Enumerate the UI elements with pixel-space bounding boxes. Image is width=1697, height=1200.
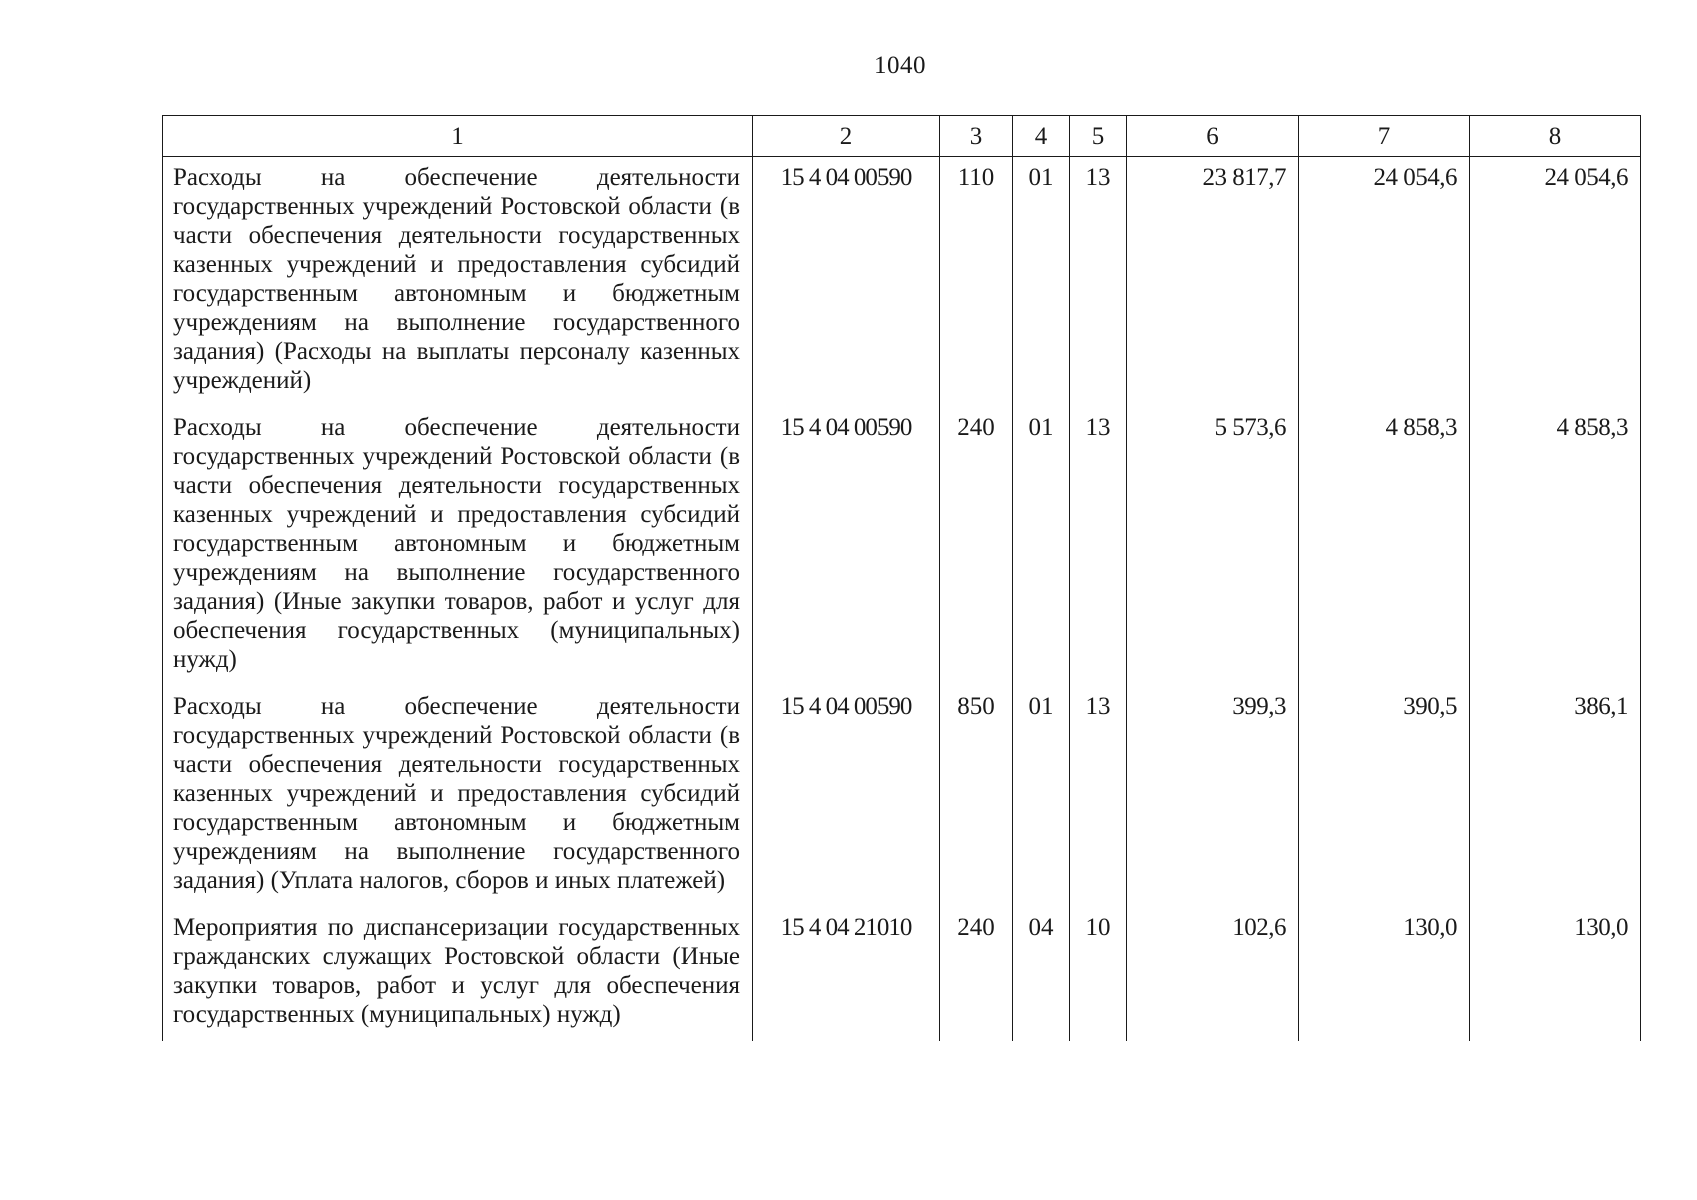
table-row bbox=[163, 157, 1641, 408]
target-item-code: 15 4 04 00590 bbox=[753, 157, 940, 408]
column-header-3: 3 bbox=[940, 116, 1013, 157]
column-header-8: 8 bbox=[1470, 116, 1641, 157]
column-header-4: 4 bbox=[1013, 116, 1070, 157]
page-number: 1040 bbox=[874, 52, 926, 79]
expense-description: Расходы на обеспечение деятельности государственных учреждений Ростовской области (в части обеспечения деятельности государственных казенных учреждений и предоставления субсидий государственным автономным и бюджетным учреждениям на выполнение государственного задания) (Уплата налогов, сборов и иных платежей) bbox=[163, 686, 753, 907]
target-item-code: 15 4 04 21010 bbox=[753, 907, 940, 1041]
expense-description: Расходы на обеспечение деятельности государственных учреждений Ростовской области (в части обеспечения деятельности государственных казенных учреждений и предоставления субсидий государственным автономным и бюджетным учреждениям на выполнение государственного задания) (Расходы на выплаты персоналу казенных учреждений) bbox=[163, 157, 753, 408]
table-row bbox=[163, 907, 1641, 1041]
expense-type-code: 240 bbox=[940, 907, 1013, 1041]
expense-type-code: 240 bbox=[940, 407, 1013, 686]
column-header-6: 6 bbox=[1127, 116, 1299, 157]
subsection-code: 13 bbox=[1070, 157, 1127, 408]
amount-column-8: 4 858,3 bbox=[1470, 407, 1641, 686]
amount-column-7: 130,0 bbox=[1299, 907, 1470, 1041]
amount-column-8: 24 054,6 bbox=[1470, 157, 1641, 408]
column-header-5: 5 bbox=[1070, 116, 1127, 157]
amount-column-6: 399,3 bbox=[1127, 686, 1299, 907]
table-header-row bbox=[163, 116, 1641, 157]
subsection-code: 10 bbox=[1070, 907, 1127, 1041]
target-item-code: 15 4 04 00590 bbox=[753, 686, 940, 907]
section-code: 01 bbox=[1013, 686, 1070, 907]
section-code: 04 bbox=[1013, 907, 1070, 1041]
amount-column-8: 130,0 bbox=[1470, 907, 1641, 1041]
column-header-7: 7 bbox=[1299, 116, 1470, 157]
amount-column-6: 102,6 bbox=[1127, 907, 1299, 1041]
expense-type-code: 110 bbox=[940, 157, 1013, 408]
table-row bbox=[163, 407, 1641, 686]
column-header-2: 2 bbox=[753, 116, 940, 157]
amount-column-6: 5 573,6 bbox=[1127, 407, 1299, 686]
amount-column-7: 24 054,6 bbox=[1299, 157, 1470, 408]
amount-column-7: 390,5 bbox=[1299, 686, 1470, 907]
expense-description: Расходы на обеспечение деятельности государственных учреждений Ростовской области (в части обеспечения деятельности государственных казенных учреждений и предоставления субсидий государственным автономным и бюджетным учреждениям на выполнение государственного задания) (Иные закупки товаров, работ и услуг для обеспечения государственных (муниципальных) нужд) bbox=[163, 407, 753, 686]
subsection-code: 13 bbox=[1070, 407, 1127, 686]
column-header-1: 1 bbox=[163, 116, 753, 157]
target-item-code: 15 4 04 00590 bbox=[753, 407, 940, 686]
expense-type-code: 850 bbox=[940, 686, 1013, 907]
amount-column-7: 4 858,3 bbox=[1299, 407, 1470, 686]
amount-column-8: 386,1 bbox=[1470, 686, 1641, 907]
subsection-code: 13 bbox=[1070, 686, 1127, 907]
amount-column-6: 23 817,7 bbox=[1127, 157, 1299, 408]
expense-description: Мероприятия по диспансеризации государственных гражданских служащих Ростовской области (Иные закупки товаров, работ и услуг для обеспечения государственных (муниципальных) нужд) bbox=[163, 907, 753, 1041]
table-row bbox=[163, 686, 1641, 907]
section-code: 01 bbox=[1013, 407, 1070, 686]
section-code: 01 bbox=[1013, 157, 1070, 408]
budget-table bbox=[162, 115, 1641, 1041]
